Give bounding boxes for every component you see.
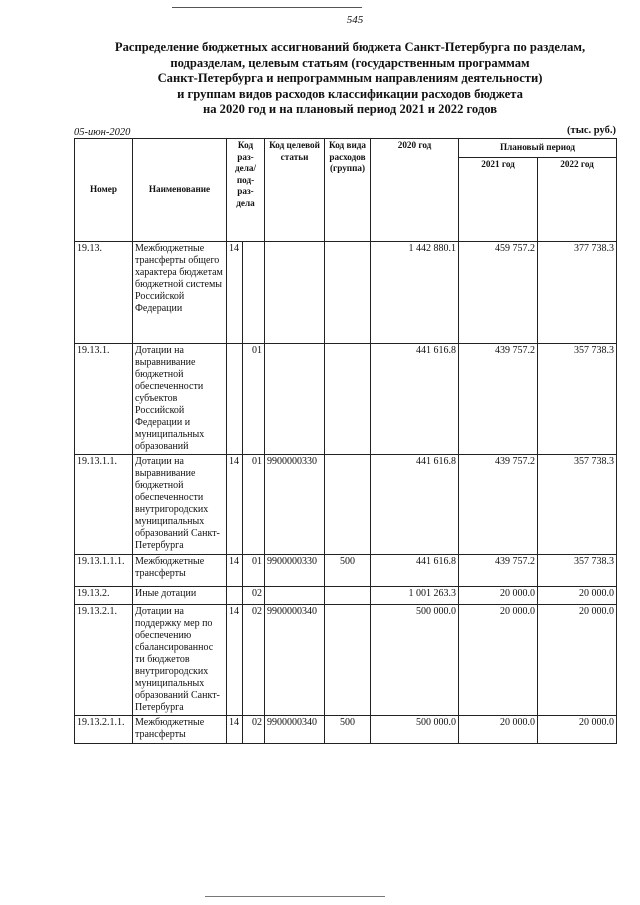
title-line: подразделам, целевым статьям (государственным программам <box>170 55 530 70</box>
row-subsection-code: 01 <box>243 455 265 555</box>
row-amount-2021: 20 000.0 <box>459 716 538 744</box>
row-amount-2021: 20 000.0 <box>459 605 538 716</box>
row-target-code: 9900000330 <box>265 455 325 555</box>
header-name: Наименование <box>133 139 227 242</box>
header-2022: 2022 год <box>538 158 617 242</box>
row-expense-type-code <box>325 344 371 455</box>
row-number: 19.13.1. <box>75 344 133 455</box>
row-name: Дотации на выравнивание бюджетной обеспеченности внутригородских муниципальных образований Санкт-Петербурга <box>133 455 227 555</box>
header-target: Код целевой статьи <box>265 139 325 242</box>
row-amount-2020: 441 616.8 <box>371 344 459 455</box>
row-name: Дотации на выравнивание бюджетной обеспеченности субъектов Российской Федерации и муниципальных образований <box>133 344 227 455</box>
row-amount-2020: 1 001 263.3 <box>371 587 459 605</box>
bottom-rule <box>205 896 385 897</box>
header-number: Номер <box>75 139 133 242</box>
row-number: 19.13.1.1. <box>75 455 133 555</box>
row-subsection-code: 01 <box>243 344 265 455</box>
row-subsection-code: 02 <box>243 605 265 716</box>
budget-table <box>74 138 617 744</box>
row-amount-2020: 441 616.8 <box>371 455 459 555</box>
row-expense-type-code <box>325 587 371 605</box>
top-rule <box>172 7 362 8</box>
row-target-code: 9900000340 <box>265 716 325 744</box>
row-name: Межбюджетные трансферты <box>133 555 227 587</box>
row-expense-type-code <box>325 605 371 716</box>
row-name: Иные дотации <box>133 587 227 605</box>
row-amount-2020: 500 000.0 <box>371 716 459 744</box>
row-section-code <box>227 587 243 605</box>
table-row <box>75 555 617 587</box>
header-2020: 2020 год <box>371 139 459 242</box>
row-subsection-code: 02 <box>243 716 265 744</box>
row-amount-2020: 500 000.0 <box>371 605 459 716</box>
document-title <box>70 40 630 118</box>
row-amount-2021: 459 757.2 <box>459 242 538 344</box>
page-number: 545 <box>346 14 364 26</box>
row-amount-2022: 377 738.3 <box>538 242 617 344</box>
row-subsection-code <box>243 242 265 344</box>
row-amount-2022: 357 738.3 <box>538 344 617 455</box>
row-expense-type-code: 500 <box>325 716 371 744</box>
row-amount-2020: 1 442 880.1 <box>371 242 459 344</box>
row-amount-2021: 20 000.0 <box>459 587 538 605</box>
row-target-code <box>265 242 325 344</box>
row-number: 19.13.1.1.1. <box>75 555 133 587</box>
row-name: Межбюджетные трансферты общего характера бюджетам бюджетной системы Российской Федерации <box>133 242 227 344</box>
row-amount-2020: 441 616.8 <box>371 555 459 587</box>
row-expense-type-code: 500 <box>325 555 371 587</box>
row-name: Дотации на поддержку мер по обеспечению сбалансированнос ти бюджетов внутригородских муниципальных образований Санкт-Петербурга <box>133 605 227 716</box>
header-expense-type: Код вида расходов (группа) <box>325 139 371 242</box>
row-number: 19.13. <box>75 242 133 344</box>
title-line: на 2020 год и на плановый период 2021 и 2022 годов <box>202 102 498 117</box>
row-amount-2022: 20 000.0 <box>538 605 617 716</box>
table-body <box>75 242 617 744</box>
row-expense-type-code <box>325 455 371 555</box>
row-target-code <box>265 587 325 605</box>
table-row <box>75 455 617 555</box>
row-section-code: 14 <box>227 716 243 744</box>
units-label: (тыс. руб.) <box>567 125 616 136</box>
title-line: Распределение бюджетных ассигнований бюджета Санкт-Петербурга по разделам, <box>114 40 586 54</box>
row-amount-2021: 439 757.2 <box>459 455 538 555</box>
row-subsection-code: 02 <box>243 587 265 605</box>
row-target-code: 9900000330 <box>265 555 325 587</box>
row-section-code: 14 <box>227 605 243 716</box>
row-number: 19.13.2.1.1. <box>75 716 133 744</box>
row-section-code: 14 <box>227 555 243 587</box>
table-row <box>75 605 617 716</box>
row-amount-2022: 357 738.3 <box>538 455 617 555</box>
title-line: Санкт-Петербурга и непрограммным направлениям деятельности) <box>157 71 543 86</box>
row-number: 19.13.2. <box>75 587 133 605</box>
title-line: и группам видов расходов классификации расходов бюджета <box>177 86 523 101</box>
document-date: 05-июн-2020 <box>74 127 131 138</box>
row-number: 19.13.2.1. <box>75 605 133 716</box>
row-section-code: 14 <box>227 242 243 344</box>
row-amount-2022: 20 000.0 <box>538 716 617 744</box>
row-name: Межбюджетные трансферты <box>133 716 227 744</box>
row-subsection-code: 01 <box>243 555 265 587</box>
row-amount-2021: 439 757.2 <box>459 344 538 455</box>
header-section: Код раз-дела/ под-раз-дела <box>227 139 265 242</box>
row-target-code <box>265 344 325 455</box>
table-row <box>75 242 617 344</box>
row-amount-2022: 357 738.3 <box>538 555 617 587</box>
header-planned-period: Плановый период <box>459 139 617 158</box>
header-2021: 2021 год <box>459 158 538 242</box>
table-row <box>75 344 617 455</box>
row-section-code <box>227 344 243 455</box>
row-amount-2022: 20 000.0 <box>538 587 617 605</box>
row-section-code: 14 <box>227 455 243 555</box>
table-row <box>75 716 617 744</box>
table-row <box>75 587 617 605</box>
row-amount-2021: 439 757.2 <box>459 555 538 587</box>
row-target-code: 9900000340 <box>265 605 325 716</box>
row-expense-type-code <box>325 242 371 344</box>
